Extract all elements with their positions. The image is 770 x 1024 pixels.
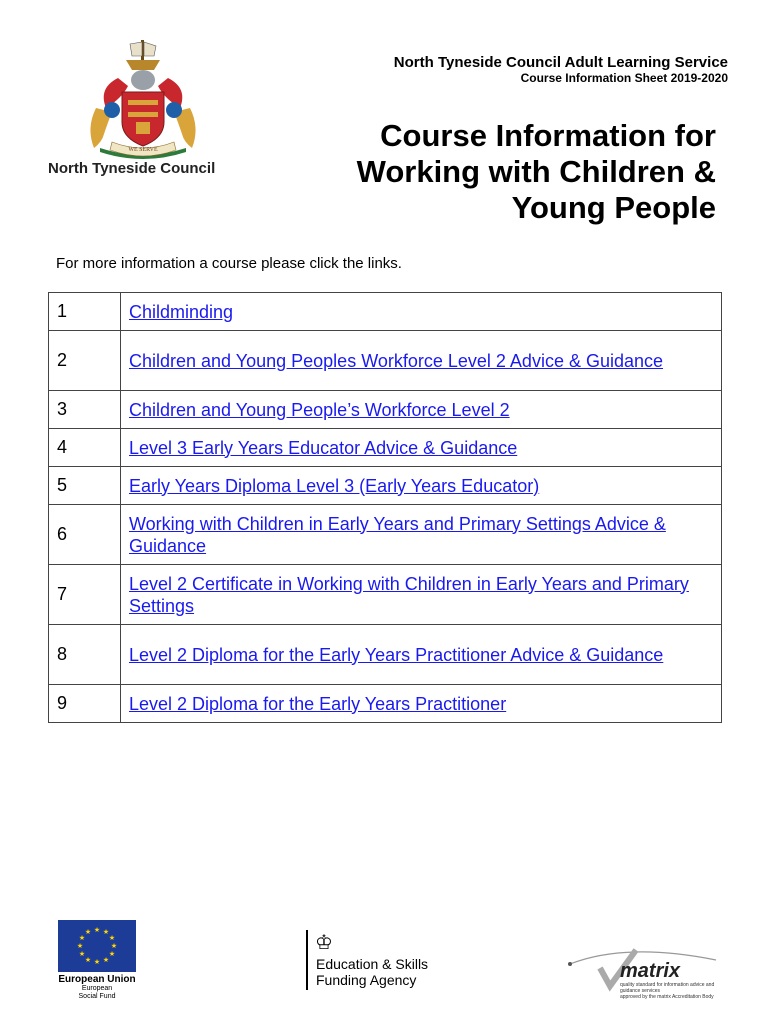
course-number: 7: [49, 565, 121, 625]
svg-text:★: ★: [93, 926, 101, 934]
intro-text: For more information a course please click the links.: [56, 255, 402, 272]
matrix-word: matrix: [620, 960, 681, 982]
matrix-tagline: [620, 982, 720, 1000]
course-number: 9: [49, 685, 121, 723]
esfa-line: Education & Skills: [316, 956, 429, 972]
table-row: [49, 467, 722, 505]
course-link[interactable]: Level 3 Early Years Educator Advice & Guidance: [129, 437, 518, 458]
course-number: 6: [49, 505, 121, 565]
table-row: [49, 331, 722, 391]
course-number: 2: [49, 331, 121, 391]
course-link[interactable]: Children and Young People’s Workforce Level 2: [129, 399, 510, 420]
esfa-name: [316, 956, 428, 988]
course-link[interactable]: Working with Children in Early Years and Primary Settings Advice & Guidance: [129, 513, 666, 556]
table-row: [49, 429, 722, 467]
course-link[interactable]: Childminding: [129, 301, 234, 322]
table-row: [49, 565, 722, 625]
royal-crest-icon: ♔: [315, 932, 333, 954]
matrix-tagline-text: quality standard for information advice and guidance services: [620, 982, 715, 994]
svg-text:★: ★: [102, 956, 110, 964]
page-title: [276, 118, 716, 226]
matrix-approved-text: approved by the matrix Accreditation Body: [620, 994, 714, 1000]
table-row: [49, 685, 722, 723]
course-link[interactable]: Level 2 Diploma for the Early Years Practitioner Advice & Guidance: [129, 644, 664, 665]
eu-subtitle: European: [81, 985, 113, 992]
svg-text:★: ★: [84, 956, 92, 964]
eu-logo: [55, 920, 139, 1001]
svg-text:★: ★: [78, 934, 86, 942]
svg-text:★: ★: [93, 958, 101, 966]
sheet-subtitle: Course Information Sheet 2019-2020: [520, 71, 728, 85]
eu-flag-icon: [58, 920, 136, 972]
eu-title: European Union: [58, 974, 136, 985]
course-number: 5: [49, 467, 121, 505]
svg-text:★: ★: [110, 942, 118, 950]
table-row: [49, 625, 722, 685]
crest-motto: WE SERVE: [128, 147, 158, 153]
coat-of-arms-icon: [78, 38, 208, 160]
table-row: [49, 391, 722, 429]
page-title-line: Working with Children &: [356, 154, 716, 189]
svg-text:★: ★: [108, 934, 116, 942]
course-number: 3: [49, 391, 121, 429]
course-link[interactable]: Early Years Diploma Level 3 (Early Years Educator): [129, 475, 540, 496]
esfa-line: Funding Agency: [316, 972, 417, 988]
page-title-line: Course Information for: [380, 118, 716, 153]
course-number: 4: [49, 429, 121, 467]
council-name: North Tyneside Council: [48, 160, 216, 177]
esfa-divider: [306, 930, 308, 990]
service-name: North Tyneside Council Adult Learning Service: [393, 54, 728, 71]
table-row: [49, 293, 722, 331]
course-table: [48, 292, 722, 723]
page-title-line: Young People: [511, 190, 716, 225]
eu-subtitle: Social Fund: [78, 993, 116, 1000]
svg-text:★: ★: [76, 942, 84, 950]
svg-text:★: ★: [102, 928, 110, 936]
matrix-logo: [566, 938, 726, 1000]
course-number: 8: [49, 625, 121, 685]
course-link[interactable]: Level 2 Certificate in Working with Children in Early Years and Primary Settings: [129, 573, 689, 616]
svg-text:★: ★: [78, 950, 86, 958]
svg-text:★: ★: [108, 950, 116, 958]
course-link[interactable]: Children and Young Peoples Workforce Level 2 Advice & Guidance: [129, 350, 664, 371]
table-row: [49, 505, 722, 565]
course-link[interactable]: Level 2 Diploma for the Early Years Practitioner: [129, 693, 507, 714]
svg-text:★: ★: [84, 928, 92, 936]
course-number: 1: [49, 293, 121, 331]
